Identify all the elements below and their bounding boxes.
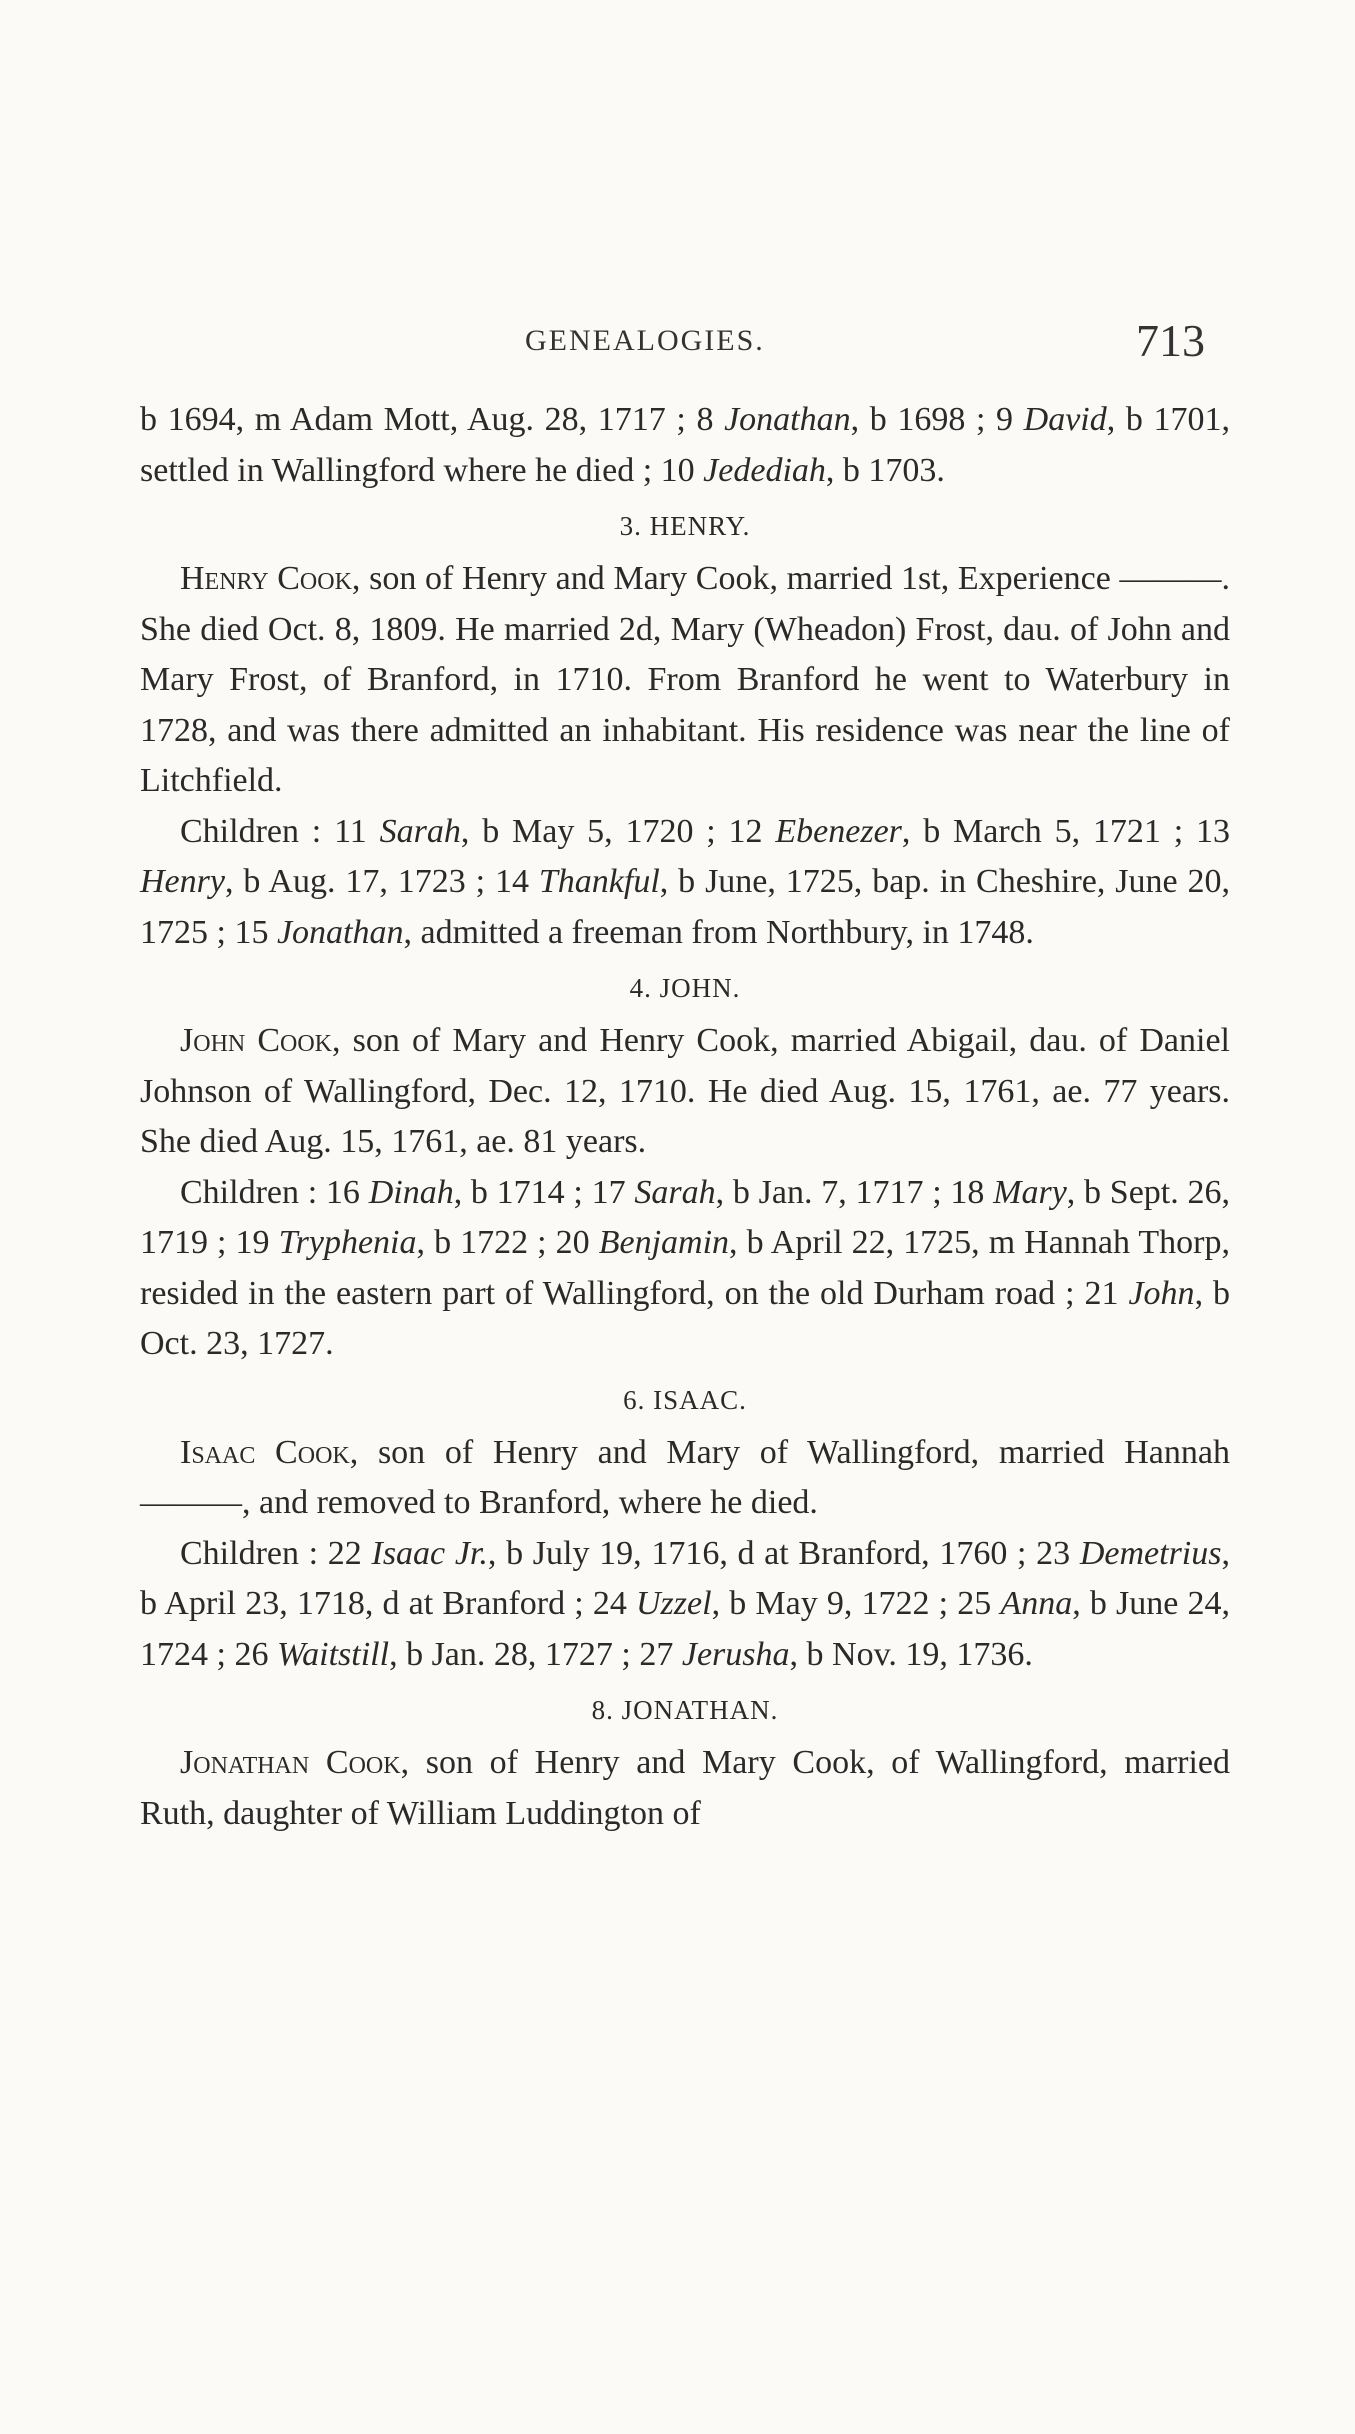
section-heading-henry: 3. HENRY. xyxy=(619,511,751,541)
text-run: , b Jan. 7, 1717 ; 18 xyxy=(715,1173,994,1211)
text-run: , b May 5, 1720 ; 12 xyxy=(460,812,776,850)
person-name: Tryphenia xyxy=(278,1224,417,1261)
text-run: Children : 11 xyxy=(180,812,380,850)
person-name: Jedediah xyxy=(703,451,826,489)
section-heading-john: 4. JOHN. xyxy=(629,973,741,1003)
text-run: , b Sept. 26, 1719 ; 19 xyxy=(140,1173,1230,1261)
body-text xyxy=(140,395,1230,1839)
paragraph-isaac-children xyxy=(140,1529,1230,1681)
text-run: , b May 9, 1722 ; 25 xyxy=(711,1585,1001,1622)
person-name: Dinah xyxy=(368,1173,454,1211)
text-run: , b 1701, settled in Wallingford where he died ; 10 xyxy=(140,401,1230,489)
text-run: , b July 19, 1716, d at Branford, 1760 ; 23 xyxy=(487,1534,1080,1572)
text-run: , b 1698 ; 9 xyxy=(850,401,1024,438)
page-number: 713 xyxy=(1136,315,1205,366)
text-run: , son of Henry and Mary of Wallingford, married Hannah ———, and removed to Branford, where he died. xyxy=(140,1433,1230,1521)
lead-name: Isaac Cook xyxy=(180,1433,350,1471)
lead-name: Henry Cook xyxy=(180,560,352,597)
text-run: , son of Henry and Mary Cook, married 1st, Experience ———. She died Oct. 8, 1809. He married 2d, Mary (Wheadon) Frost, dau. of John and Mary Frost, of Branford, in 1710. From Branford he went to Waterbury in 1728, and was there admitted an inhabitant. His residence was near the line of Litchfield. xyxy=(140,560,1230,799)
paragraph-continuation xyxy=(140,395,1230,496)
text-run: , b 1714 ; 17 xyxy=(453,1173,635,1211)
text-run: , b April 22, 1725, m Hannah Thorp, resided in the eastern part of Wallingford, on the old Durham road ; 21 xyxy=(140,1224,1230,1312)
text-run: , b June 24, 1724 ; 26 xyxy=(140,1585,1230,1673)
text-run: , admitted a freeman from Northbury, in 1748. xyxy=(403,913,1034,951)
paragraph-isaac-cook xyxy=(140,1428,1230,1529)
person-name: Uzzel xyxy=(636,1585,712,1622)
person-name: Henry xyxy=(140,863,225,900)
person-name: Anna xyxy=(1000,1585,1073,1622)
paragraph-jonathan-cook xyxy=(140,1738,1230,1839)
person-name: Sarah xyxy=(379,812,461,850)
page-header xyxy=(0,315,1355,378)
text-run: , b June, 1725, bap. in Cheshire, June 20, 1725 ; 15 xyxy=(140,863,1230,951)
person-name: Jonathan xyxy=(724,401,851,438)
running-head: GENEALOGIES. xyxy=(525,324,765,357)
person-name: Jonathan xyxy=(276,913,404,951)
paragraph-john-cook xyxy=(140,1016,1230,1168)
person-name: Benjamin xyxy=(598,1224,730,1261)
text-run: Children : 22 xyxy=(180,1534,372,1572)
person-name: Ebenezer xyxy=(775,812,902,850)
text-run: , b 1703. xyxy=(825,451,945,489)
text-run: , son of Mary and Henry Cook, married Abigail, dau. of Daniel Johnson of Wallingford, Dec. 12, 1710. He died Aug. 15, 1761, ae. 77 years. She died Aug. 15, 1761, ae. 81 years. xyxy=(140,1022,1230,1160)
paragraph-henry-cook xyxy=(140,554,1230,807)
person-name: Demetrius xyxy=(1079,1534,1222,1572)
text-run: , b March 5, 1721 ; 13 xyxy=(901,812,1231,850)
section-heading-isaac: 6. ISAAC. xyxy=(623,1384,747,1415)
text-run: , b Aug. 17, 1723 ; 14 xyxy=(224,863,539,900)
text-run: , b 1722 ; 20 xyxy=(416,1224,599,1261)
person-name: David xyxy=(1023,401,1107,438)
lead-name: Jonathan Cook xyxy=(180,1744,401,1781)
text-run: , b April 23, 1718, d at Branford ; 24 xyxy=(140,1534,1230,1622)
text-run: Children : 16 xyxy=(180,1173,369,1211)
section-heading-jonathan: 8. JONATHAN. xyxy=(591,1695,779,1725)
person-name: Waitstill xyxy=(276,1635,390,1673)
lead-name: John Cook xyxy=(180,1022,333,1059)
text-run: , b Jan. 28, 1727 ; 27 xyxy=(389,1635,682,1673)
text-run: b 1694, m Adam Mott, Aug. 28, 1717 ; 8 xyxy=(140,401,725,438)
paragraph-john-children xyxy=(140,1168,1230,1370)
text-run: , b Oct. 23, 1727. xyxy=(140,1274,1231,1362)
text-run: , b Nov. 19, 1736. xyxy=(789,1635,1033,1673)
person-name: Sarah xyxy=(634,1173,716,1211)
text-run: , son of Henry and Mary Cook, of Wallingford, married Ruth, daughter of William Luddington of xyxy=(140,1744,1230,1832)
person-name: Isaac Jr. xyxy=(371,1534,488,1572)
person-name: Mary xyxy=(993,1173,1067,1211)
person-name: John xyxy=(1128,1274,1195,1312)
paragraph-henry-children xyxy=(140,807,1230,959)
person-name: Jerusha xyxy=(681,1635,790,1673)
person-name: Thankful xyxy=(538,863,660,900)
